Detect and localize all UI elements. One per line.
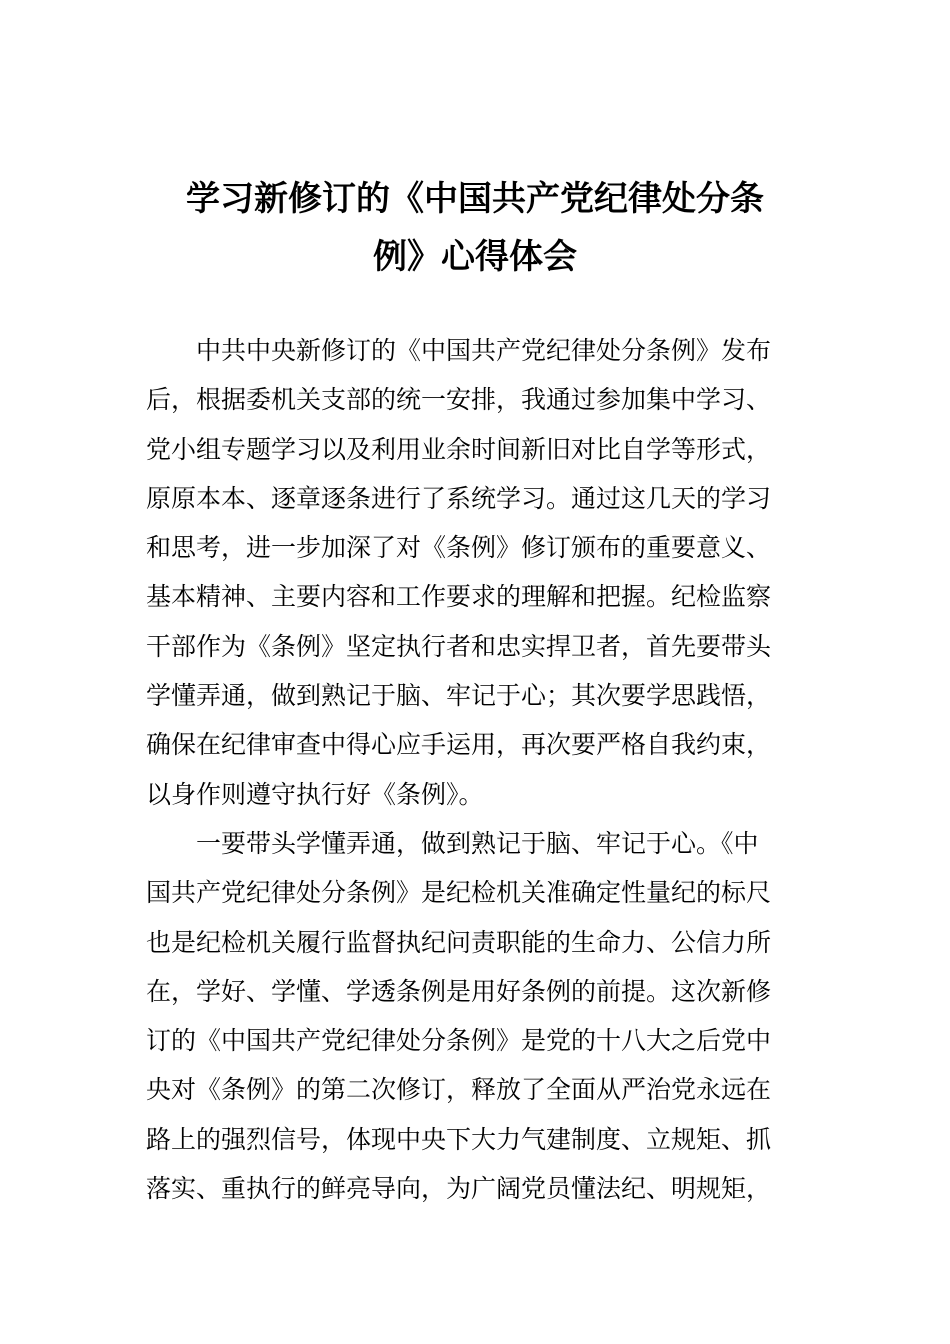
- paragraph-line: 在，学好、学懂、学透条例是用好条例的前提。这次新修: [146, 976, 772, 1006]
- paragraph-line: 干部作为《条例》坚定执行者和忠实捍卫者，首先要带头: [146, 631, 772, 661]
- paragraph-line: 学懂弄通，做到熟记于脑、牢记于心；其次要学思践悟，: [146, 681, 772, 711]
- paragraph-line: 路上的强烈信号，体现中央下大力气建制度、立规矩、抓: [146, 1124, 772, 1154]
- paragraph-line: 后，根据委机关支部的统一安排，我通过参加集中学习、: [146, 385, 772, 415]
- paragraph-1: [146, 326, 806, 819]
- title-line-2: 例》心得体会: [373, 237, 577, 277]
- paragraph-line: 中共中央新修订的《中国共产党纪律处分条例》发布: [146, 336, 772, 365]
- title-line-1: 学习新修订的《中国共产党纪律处分条: [186, 179, 764, 219]
- paragraph-line: 党小组专题学习以及利用业余时间新旧对比自学等形式，: [146, 434, 772, 464]
- paragraph-line: 国共产党纪律处分条例》是纪检机关准确定性量纪的标尺: [146, 878, 772, 908]
- paragraph-line: 和思考，进一步加深了对《条例》修订颁布的重要意义、: [146, 533, 772, 563]
- paragraph-line: 也是纪检机关履行监督执纪问责职能的生命力、公信力所: [146, 927, 772, 957]
- paragraph-line: 一要带头学懂弄通，做到熟记于脑、牢记于心。《中: [146, 828, 759, 858]
- paragraph-line: 落实、重执行的鲜亮导向，为广阔党员懂法纪、明规矩，: [146, 1174, 772, 1204]
- paragraph-2: [146, 819, 806, 1213]
- paragraph-line: 央对《条例》的第二次修订，释放了全面从严治党永远在: [146, 1075, 772, 1105]
- paragraph-line: 确保在纪律审查中得心应手运用，再次要严格自我约束，: [146, 730, 772, 760]
- document-title: [150, 170, 800, 286]
- document-body: [146, 326, 806, 1213]
- paragraph-line: 订的《中国共产党纪律处分条例》是党的十八大之后党中: [146, 1026, 772, 1056]
- paragraph-line: 基本精神、主要内容和工作要求的理解和把握。纪检监察: [146, 582, 772, 612]
- paragraph-line: 原原本本、逐章逐条进行了系统学习。通过这几天的学习: [146, 483, 772, 513]
- paragraph-line: 以身作则遵守执行好《条例》。: [146, 779, 484, 809]
